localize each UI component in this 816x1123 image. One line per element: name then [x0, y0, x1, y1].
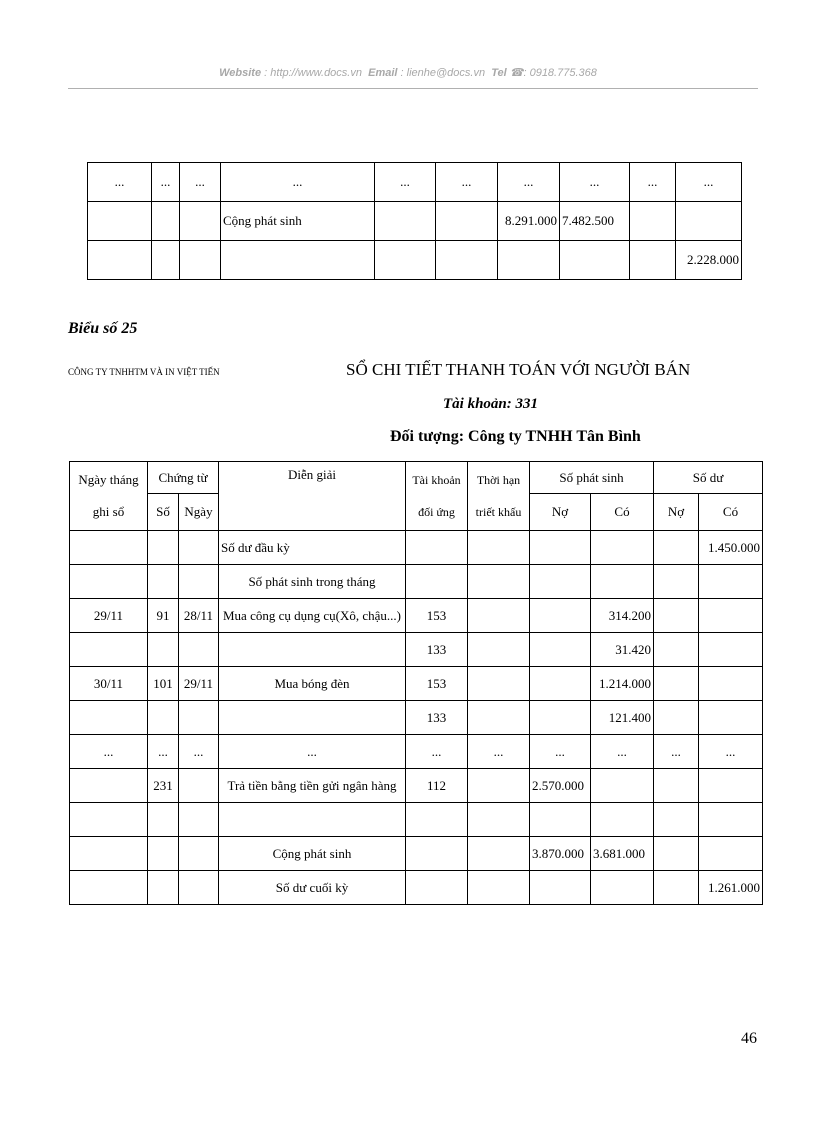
header-divider	[68, 88, 758, 89]
ledger-row	[70, 769, 763, 803]
ledger-row	[70, 871, 763, 905]
account-number: Tài khoản: 331	[443, 396, 539, 412]
col-description: Diễn giải	[219, 462, 406, 531]
table-row	[88, 163, 742, 202]
table-cell: ...	[221, 163, 375, 202]
ledger-cell-ps_no	[530, 633, 591, 667]
ledger-cell-desc: Số dư đầu kỳ	[219, 531, 406, 565]
ledger-cell-acc: 112	[406, 769, 468, 803]
ledger-cell-vdate	[179, 871, 219, 905]
col-balance-credit: Có	[699, 494, 763, 531]
table-row	[88, 202, 742, 241]
ledger-cell-acc	[406, 803, 468, 837]
ledger-cell-date	[70, 769, 148, 803]
ledger-row	[70, 735, 763, 769]
ledger-cell-sd_no	[654, 837, 699, 871]
website-label: Website	[219, 67, 262, 79]
ledger-cell-date	[70, 531, 148, 565]
ledger-cell-term	[468, 531, 530, 565]
col-voucher: Chứng từ	[148, 462, 219, 494]
email-label: Email	[368, 67, 398, 79]
table-cell	[375, 202, 436, 241]
ledger-cell-date: 29/11	[70, 599, 148, 633]
ledger-cell-acc: ...	[406, 735, 468, 769]
email-value[interactable]: : lienhe@docs.vn	[400, 67, 486, 79]
ledger-cell-desc: Số phát sinh trong tháng	[219, 565, 406, 599]
table-cell: ...	[88, 163, 152, 202]
ledger-cell-sd_co: ...	[699, 735, 763, 769]
ledger-cell-ps_co: 3.681.000	[591, 837, 654, 871]
ledger-cell-ps_co: ...	[591, 735, 654, 769]
ledger-cell-desc: ...	[219, 735, 406, 769]
ledger-cell-ps_co: 121.400	[591, 701, 654, 735]
table-cell	[375, 241, 436, 280]
col-date-recorded: Ngày tháng ghi sổ	[70, 462, 148, 531]
ledger-cell-desc	[219, 633, 406, 667]
ledger-cell-desc: Mua công cụ dụng cụ(Xô, chậu...)	[219, 599, 406, 633]
ledger-row	[70, 531, 763, 565]
ledger-cell-desc: Số dư cuối kỳ	[219, 871, 406, 905]
ledger-cell-vdate	[179, 531, 219, 565]
ledger-cell-term: ...	[468, 735, 530, 769]
ledger-cell-vdate: 28/11	[179, 599, 219, 633]
table-cell	[676, 202, 742, 241]
page-number: 46	[741, 1030, 757, 1047]
ledger-cell-no	[148, 837, 179, 871]
table-cell: ...	[180, 163, 221, 202]
ledger-cell-ps_no	[530, 803, 591, 837]
tel-label: Tel	[491, 67, 507, 79]
ledger-cell-sd_co	[699, 769, 763, 803]
ledger-cell-acc: 133	[406, 701, 468, 735]
ledger-cell-acc: 133	[406, 633, 468, 667]
ledger-cell-no: 91	[148, 599, 179, 633]
ledger-cell-ps_co	[591, 803, 654, 837]
ledger-cell-ps_co: 314.200	[591, 599, 654, 633]
ledger-cell-desc	[219, 803, 406, 837]
table-cell	[88, 241, 152, 280]
ledger-cell-vdate	[179, 565, 219, 599]
ledger-cell-term	[468, 599, 530, 633]
ledger-cell-sd_no	[654, 667, 699, 701]
ledger-cell-acc	[406, 565, 468, 599]
ledger-cell-ps_no	[530, 599, 591, 633]
ledger-row	[70, 667, 763, 701]
ledger-cell-ps_no	[530, 667, 591, 701]
ledger-cell-sd_no	[654, 871, 699, 905]
table-cell	[180, 241, 221, 280]
ledger-cell-date	[70, 701, 148, 735]
ledger-cell-ps_no: ...	[530, 735, 591, 769]
ledger-cell-ps_no: 2.570.000	[530, 769, 591, 803]
ledger-title: SỔ CHI TIẾT THANH TOÁN VỚI NGƯỜI BÁN	[346, 360, 691, 379]
table-cell	[152, 241, 180, 280]
ledger-cell-sd_co	[699, 701, 763, 735]
ledger-cell-vdate	[179, 769, 219, 803]
ledger-cell-ps_no	[530, 565, 591, 599]
ledger-cell-date	[70, 871, 148, 905]
ledger-cell-desc: Cộng phát sinh	[219, 837, 406, 871]
ledger-cell-no	[148, 871, 179, 905]
ledger-cell-desc: Trả tiền bằng tiền gửi ngân hàng	[219, 769, 406, 803]
ledger-cell-no	[148, 531, 179, 565]
table-cell: ...	[436, 163, 498, 202]
ledger-cell-vdate: 29/11	[179, 667, 219, 701]
ledger-cell-vdate	[179, 803, 219, 837]
ledger-cell-date	[70, 565, 148, 599]
ledger-cell-vdate	[179, 701, 219, 735]
table-cell	[630, 202, 676, 241]
ledger-cell-term	[468, 701, 530, 735]
ledger-cell-no	[148, 803, 179, 837]
form-number: Biểu số 25	[68, 320, 138, 337]
ledger-cell-term	[468, 565, 530, 599]
ledger-cell-ps_co: 31.420	[591, 633, 654, 667]
table-cell	[498, 241, 560, 280]
ledger-cell-term	[468, 667, 530, 701]
table-cell: 2.228.000	[676, 241, 742, 280]
ledger-cell-no: 231	[148, 769, 179, 803]
ledger-cell-sd_no	[654, 599, 699, 633]
ledger-cell-term	[468, 871, 530, 905]
ledger-cell-sd_no	[654, 531, 699, 565]
col-counter-account: Tài khoản đối ứng	[406, 462, 468, 531]
table-cell: ...	[498, 163, 560, 202]
continued-table	[87, 162, 742, 280]
table-cell	[630, 241, 676, 280]
ledger-cell-sd_no	[654, 565, 699, 599]
ledger-cell-term	[468, 837, 530, 871]
ledger-cell-no	[148, 633, 179, 667]
ledger-cell-sd_no	[654, 803, 699, 837]
ledger-cell-sd_no: ...	[654, 735, 699, 769]
col-arising-credit: Có	[591, 494, 654, 531]
ledger-cell-sd_co	[699, 667, 763, 701]
company-name: CÔNG TY TNHHTM VÀ IN VIỆT TIẾN	[68, 367, 220, 377]
website-value[interactable]: : http://www.docs.vn	[264, 67, 362, 79]
ledger-cell-term	[468, 769, 530, 803]
ledger-row	[70, 803, 763, 837]
header-row	[70, 462, 763, 494]
ledger-cell-acc	[406, 531, 468, 565]
ledger-row	[70, 633, 763, 667]
ledger-cell-ps_co	[591, 871, 654, 905]
ledger-cell-ps_co	[591, 565, 654, 599]
col-balance: Số dư	[654, 462, 763, 494]
table-cell: 8.291.000	[498, 202, 560, 241]
ledger-cell-ps_no	[530, 701, 591, 735]
supplier-ledger-table	[69, 461, 763, 905]
ledger-cell-date	[70, 837, 148, 871]
table-cell	[436, 202, 498, 241]
ledger-cell-sd_no	[654, 701, 699, 735]
table-cell	[436, 241, 498, 280]
ledger-cell-acc	[406, 837, 468, 871]
ledger-cell-no	[148, 701, 179, 735]
col-voucher-no: Số	[148, 494, 179, 531]
table-cell: ...	[630, 163, 676, 202]
ledger-cell-vdate	[179, 837, 219, 871]
table-cell	[88, 202, 152, 241]
ledger-cell-ps_no	[530, 531, 591, 565]
ledger-cell-date	[70, 803, 148, 837]
counterparty: Đối tượng: Công ty TNHH Tân Bình	[390, 428, 641, 445]
table-cell: Cộng phát sinh	[221, 202, 375, 241]
ledger-cell-ps_co	[591, 769, 654, 803]
ledger-cell-sd_co	[699, 565, 763, 599]
table-cell: 7.482.500	[560, 202, 630, 241]
ledger-row	[70, 837, 763, 871]
ledger-cell-date	[70, 633, 148, 667]
ledger-cell-sd_no	[654, 769, 699, 803]
ledger-cell-sd_co: 1.450.000	[699, 531, 763, 565]
ledger-cell-no: 101	[148, 667, 179, 701]
col-discount-term: Thời hạn triết khấu	[468, 462, 530, 531]
table-cell: ...	[560, 163, 630, 202]
table-cell: ...	[375, 163, 436, 202]
col-arising-debit: Nợ	[530, 494, 591, 531]
ledger-cell-vdate	[179, 633, 219, 667]
ledger-cell-term	[468, 803, 530, 837]
table-cell: ...	[676, 163, 742, 202]
ledger-cell-sd_no	[654, 633, 699, 667]
table-cell	[560, 241, 630, 280]
ledger-cell-desc: Mua bóng đèn	[219, 667, 406, 701]
ledger-cell-no	[148, 565, 179, 599]
tel-value: ☎: 0918.775.368	[509, 67, 597, 79]
ledger-row	[70, 599, 763, 633]
table-row	[88, 241, 742, 280]
ledger-cell-acc: 153	[406, 599, 468, 633]
col-balance-debit: Nợ	[654, 494, 699, 531]
ledger-cell-ps_no	[530, 871, 591, 905]
table-cell	[180, 202, 221, 241]
page-header	[0, 66, 816, 79]
ledger-cell-date: ...	[70, 735, 148, 769]
ledger-cell-sd_co	[699, 599, 763, 633]
ledger-cell-sd_co	[699, 803, 763, 837]
ledger-cell-vdate: ...	[179, 735, 219, 769]
ledger-cell-date: 30/11	[70, 667, 148, 701]
ledger-cell-acc: 153	[406, 667, 468, 701]
ledger-cell-desc	[219, 701, 406, 735]
ledger-cell-ps_co	[591, 531, 654, 565]
ledger-cell-sd_co	[699, 633, 763, 667]
table-cell	[152, 202, 180, 241]
table-cell: ...	[152, 163, 180, 202]
ledger-row	[70, 565, 763, 599]
ledger-cell-sd_co: 1.261.000	[699, 871, 763, 905]
ledger-cell-sd_co	[699, 837, 763, 871]
col-arising: Số phát sinh	[530, 462, 654, 494]
table-cell	[221, 241, 375, 280]
ledger-cell-ps_co: 1.214.000	[591, 667, 654, 701]
ledger-cell-no: ...	[148, 735, 179, 769]
ledger-cell-term	[468, 633, 530, 667]
ledger-cell-ps_no: 3.870.000	[530, 837, 591, 871]
ledger-cell-acc	[406, 871, 468, 905]
ledger-row	[70, 701, 763, 735]
col-voucher-date: Ngày	[179, 494, 219, 531]
